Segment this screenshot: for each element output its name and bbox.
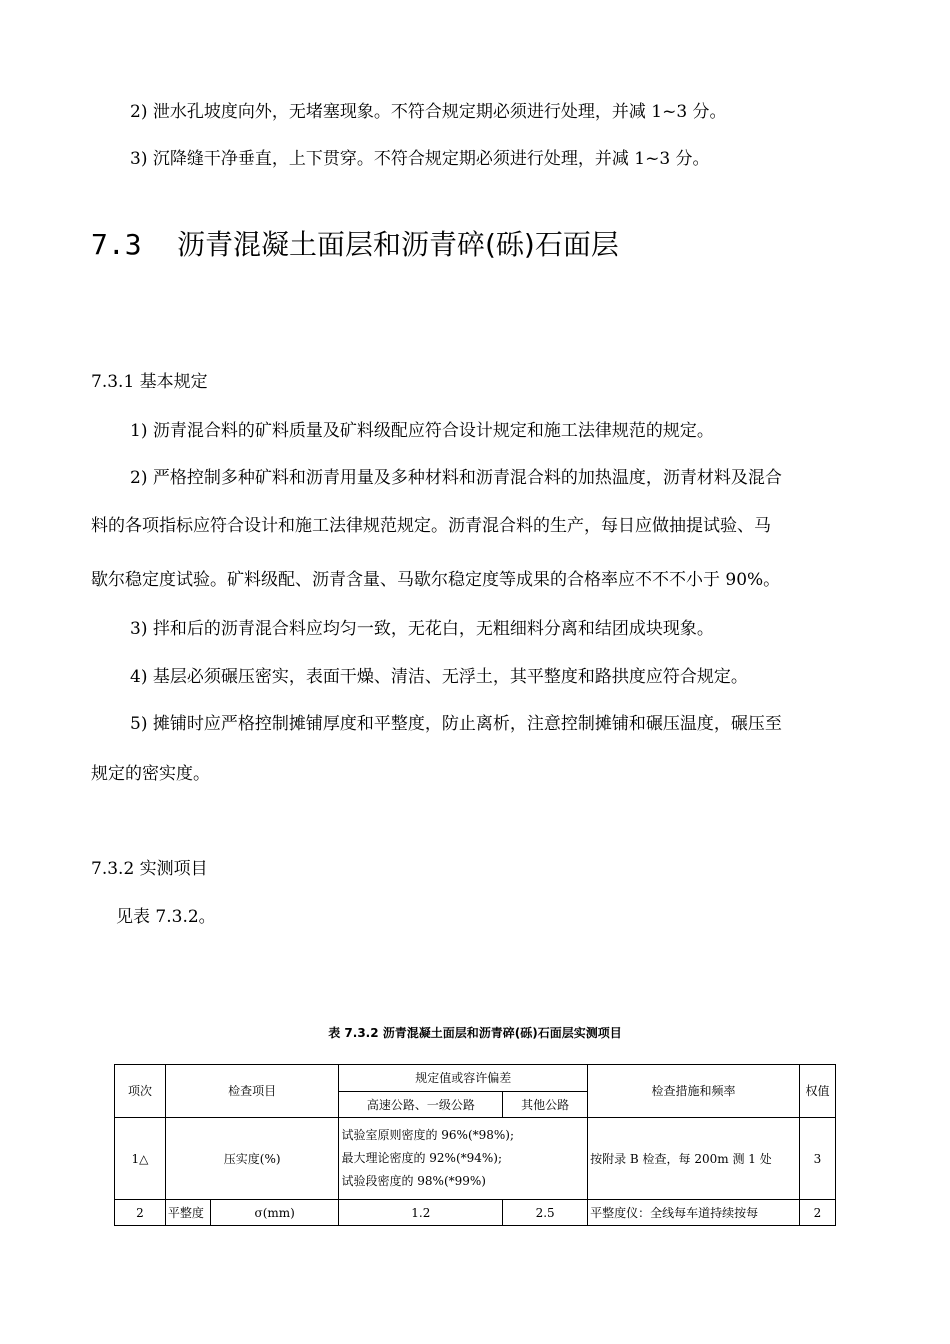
row1-method: 按附录 B 检查，每 200m 测 1 处 bbox=[588, 1118, 800, 1200]
section-heading bbox=[91, 227, 619, 263]
header-no: 项次 bbox=[115, 1065, 166, 1118]
measured-items-table bbox=[114, 1064, 836, 1226]
row1-item: 压实度(%) bbox=[165, 1118, 339, 1200]
row2-no: 2 bbox=[115, 1200, 166, 1226]
row2-method: 平整度仪：全线每车道持续按每 bbox=[588, 1200, 800, 1226]
table-row bbox=[115, 1118, 836, 1200]
rule-item-3: 3) 拌和后的沥青混合料应均匀一致，无花白，无粗细料分离和结团成块现象。 bbox=[130, 619, 714, 639]
section-number: 7.3 bbox=[91, 228, 142, 261]
rule-item-1: 1) 沥青混合料的矿料质量及矿料级配应符合设计规定和施工法律规范的规定。 bbox=[130, 421, 714, 441]
paragraph-drain-hole: 2) 泄水孔坡度向外，无堵塞现象。不符合规定期必须进行处理，并减 1~3 分。 bbox=[130, 102, 727, 122]
rule-item-5: 5) 摊铺时应严格控制摊铺厚度和平整度，防止离析，注意控制摊铺和碾压温度，碾压至 bbox=[130, 714, 782, 734]
row1-spec-line: 最大理论密度的 92%(*94%); bbox=[341, 1151, 503, 1165]
row1-weight: 3 bbox=[799, 1118, 835, 1200]
row1-spec bbox=[339, 1118, 588, 1200]
header-weight: 权值 bbox=[799, 1065, 835, 1118]
rule-item-2-cont-2: 歇尔稳定度试验。矿料级配、沥青含量、马歇尔稳定度等成果的合格率应不不不小于 90%。 bbox=[91, 570, 781, 590]
section-title: 沥青混凝土面层和沥青碎(砾)石面层 bbox=[177, 228, 619, 261]
row1-spec-line: 试验室原则密度的 96%(*98%); bbox=[341, 1128, 515, 1142]
header-spec-highway: 高速公路、一级公路 bbox=[339, 1092, 503, 1118]
table-row bbox=[115, 1200, 836, 1226]
rule-item-2-cont-1: 料的各项指标应符合设计和施工法律规范规定。沥青混合料的生产，每日应做抽提试验、马 bbox=[91, 516, 771, 536]
header-spec-other: 其他公路 bbox=[503, 1092, 588, 1118]
row2-spec-other: 2.5 bbox=[503, 1200, 588, 1226]
table-caption: 表 7.3.2 沥青混凝土面层和沥青碎(砾)石面层实测项目 bbox=[328, 1026, 622, 1040]
row2-item-group: 平整度 bbox=[165, 1200, 210, 1226]
header-item: 检查项目 bbox=[165, 1065, 339, 1118]
row2-item-sub: σ(mm) bbox=[210, 1200, 339, 1226]
subsection-heading-measured-items: 7.3.2 实测项目 bbox=[91, 859, 208, 879]
subsection-heading-basic-rules: 7.3.1 基本规定 bbox=[91, 372, 208, 392]
row1-no: 1△ bbox=[115, 1118, 166, 1200]
paragraph-settlement-joint: 3) 沉降缝干净垂直，上下贯穿。不符合规定期必须进行处理，并减 1~3 分。 bbox=[130, 149, 710, 169]
header-method: 检查措施和频率 bbox=[588, 1065, 800, 1118]
row2-weight: 2 bbox=[799, 1200, 835, 1226]
row1-spec-line: 试验段密度的 98%(*99%) bbox=[341, 1174, 486, 1188]
rule-item-5-cont: 规定的密实度。 bbox=[91, 764, 210, 784]
see-table-text: 见表 7.3.2。 bbox=[116, 907, 216, 927]
rule-item-2: 2) 严格控制多种矿料和沥青用量及多种材料和沥青混合料的加热温度，沥青材料及混合 bbox=[130, 468, 782, 488]
row2-spec-highway: 1.2 bbox=[339, 1200, 503, 1226]
header-spec: 规定值或容许偏差 bbox=[339, 1065, 588, 1092]
table-header-row bbox=[115, 1065, 836, 1092]
rule-item-4: 4) 基层必须碾压密实，表面干燥、清洁、无浮土，其平整度和路拱度应符合规定。 bbox=[130, 667, 748, 687]
